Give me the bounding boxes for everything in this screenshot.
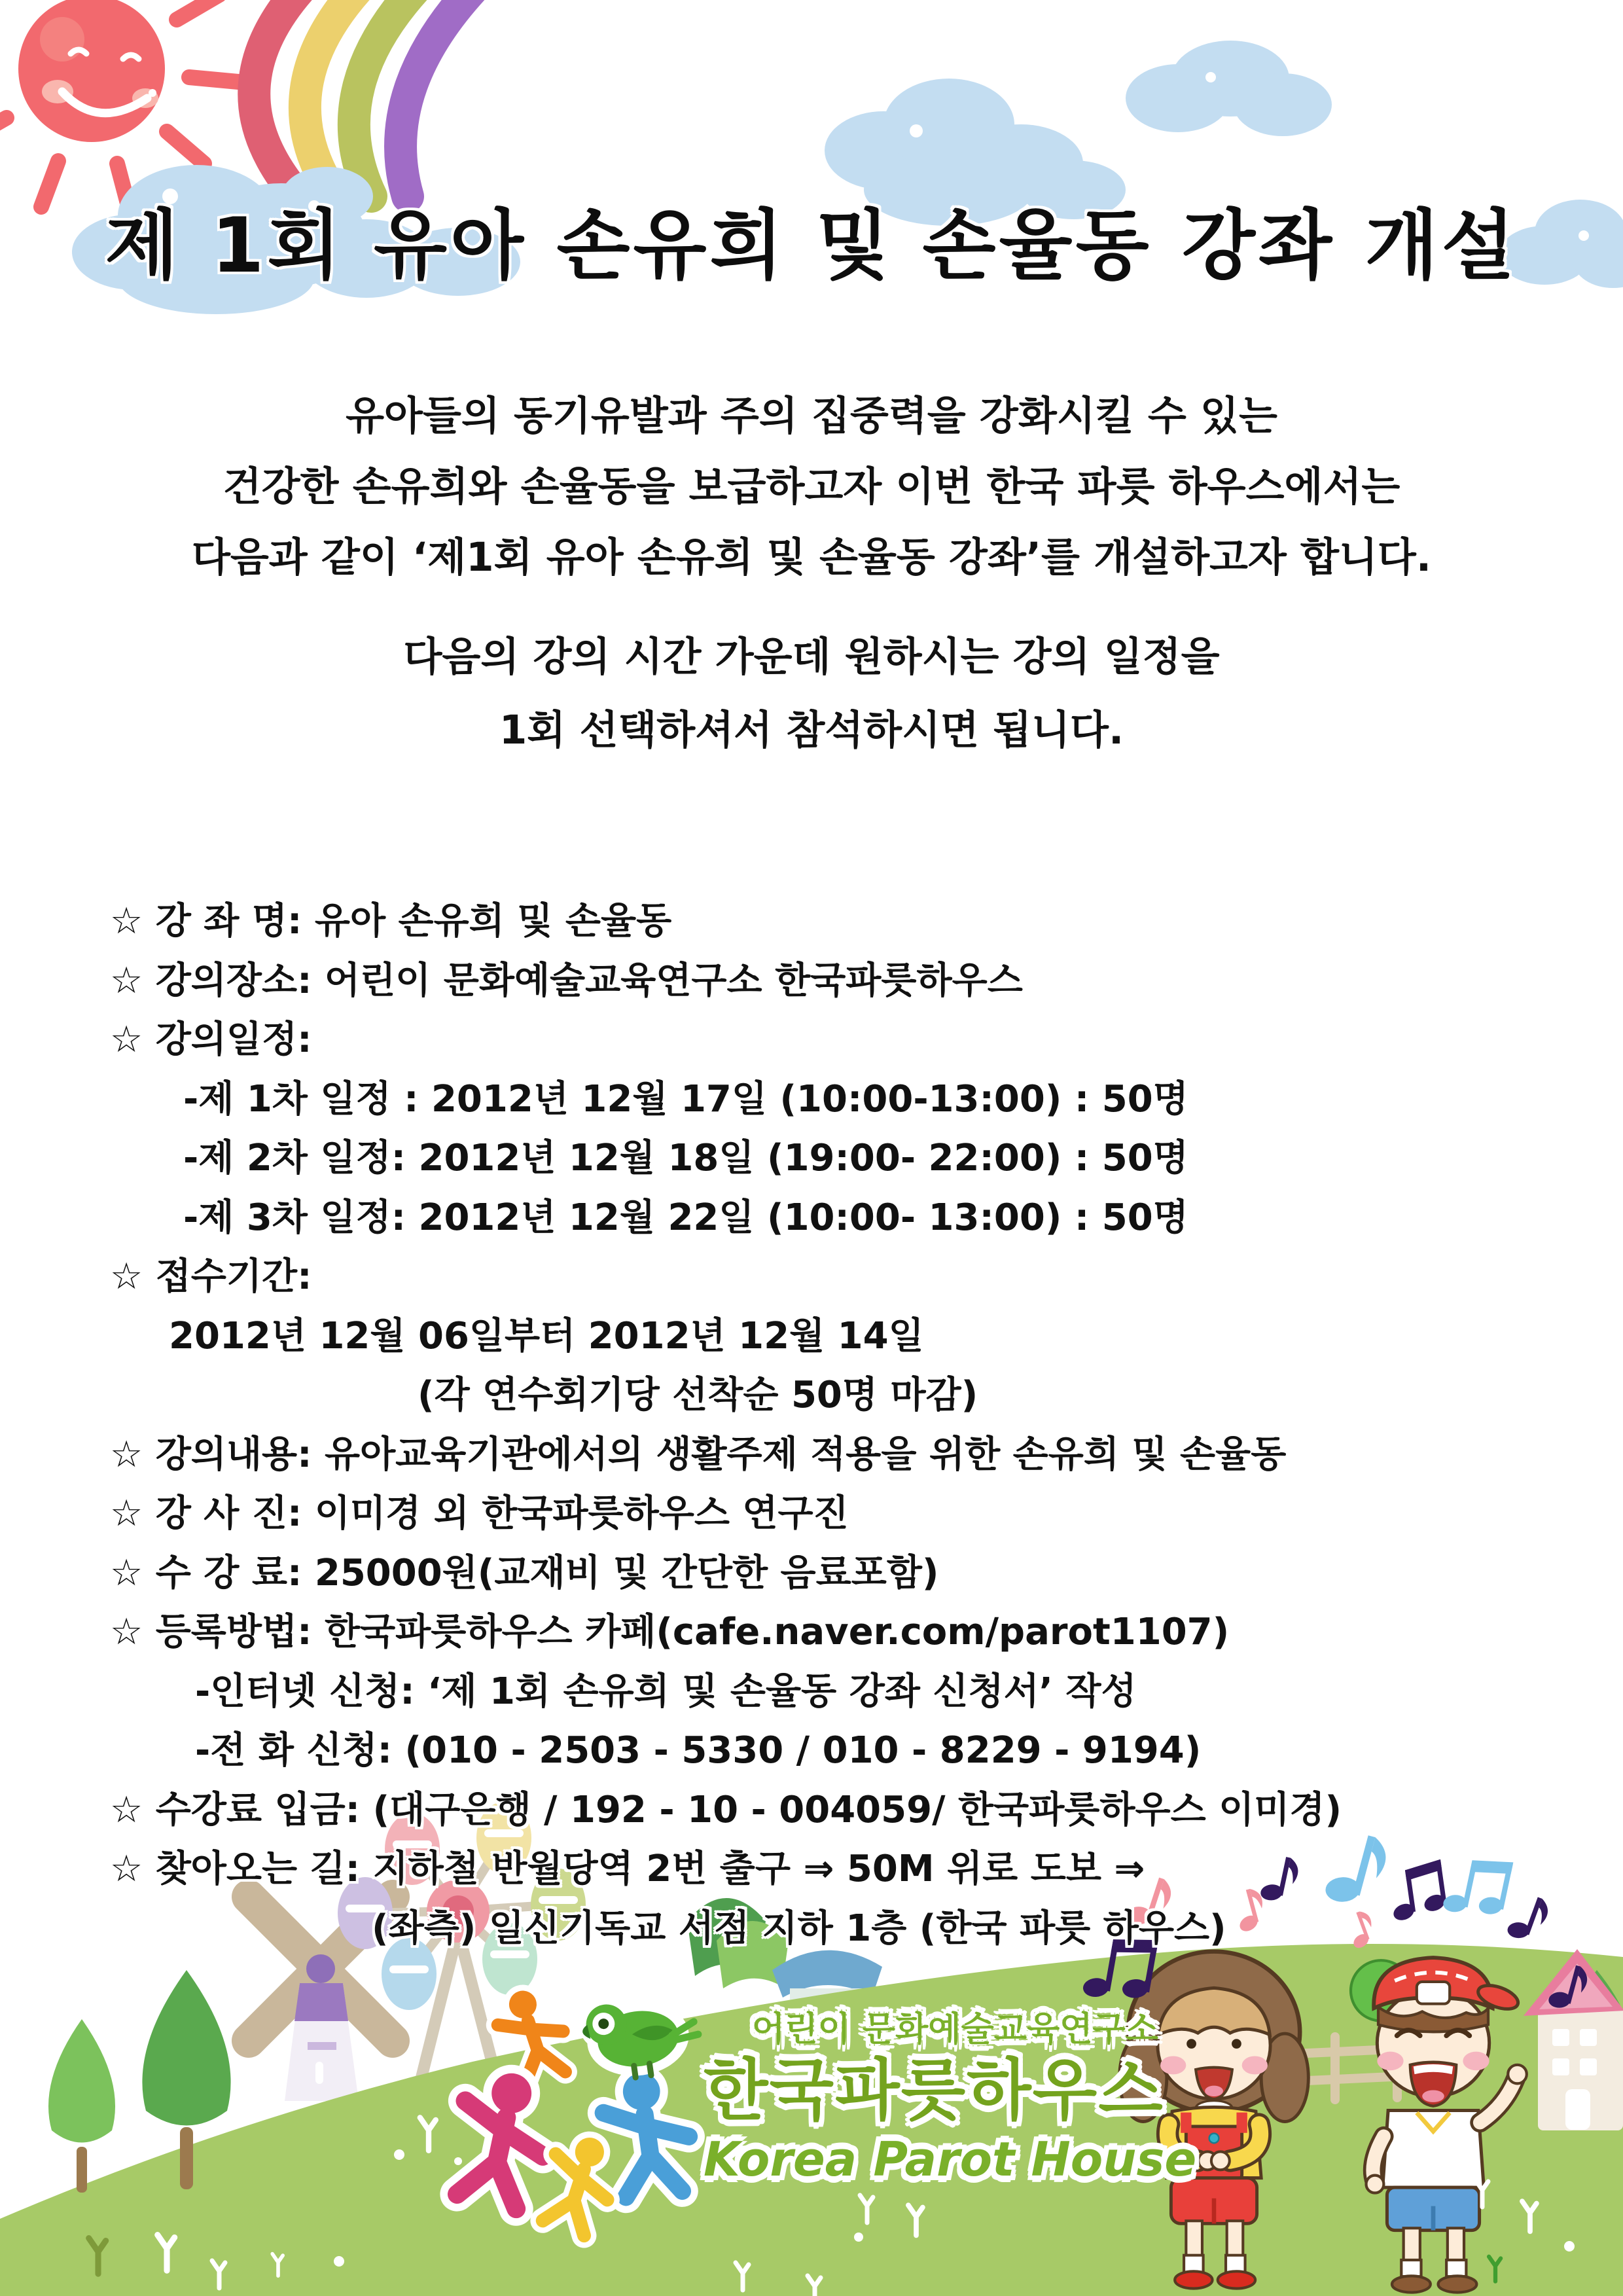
detail-line: -제 3차 일정: 2012년 12월 22일 (10:00- 13:00) : 50명 [183, 1196, 1188, 1239]
logo-name-en: Korea Parot House [704, 2132, 1197, 2187]
details-list [110, 889, 1597, 1955]
logo-org-line: 어린이 문화예술교육연구소 [752, 2010, 1158, 2049]
logo-name-ko: 한국파릇하우스 [704, 2052, 1164, 2130]
detail-line: (좌측) 일신기독교 서점 지하 1층 (한국 파릇 하우스) [372, 1907, 1226, 1950]
intro-line: 다음과 같이 ‘제1회 유아 손유희 및 손율동 강좌’를 개설하고자 합니다. [191, 534, 1432, 581]
guide-line: 1회 선택하셔서 참석하시면 됩니다. [499, 707, 1124, 753]
rainbow-icon [254, 0, 487, 196]
guide-line: 다음의 강의 시간 가운데 원하시는 강의 일정을 [403, 634, 1220, 680]
detail-line: 2012년 12월 06일부터 2012년 12월 14일 [169, 1314, 924, 1357]
intro-line: 유아들의 동기유발과 주의 집중력을 강화시킬 수 있는 [346, 393, 1277, 439]
detail-line: -인터넷 신청: ‘제 1회 손유희 및 손율동 강좌 신청서’ 작성 [195, 1670, 1137, 1713]
detail-line: ☆ 접수기간: [110, 1255, 312, 1299]
detail-line: ☆ 강의일정: [110, 1018, 312, 1062]
logo [704, 2008, 1214, 2187]
detail-line: ☆ 등록방법: 한국파릇하우스 카페(cafe.naver.com/parot1107) [110, 1611, 1230, 1654]
detail-line: -제 2차 일정: 2012년 12월 18일 (19:00- 22:00) : 50명 [183, 1137, 1188, 1180]
detail-line: ☆ 수 강 료: 25000원(교재비 및 간단한 음료포함) [110, 1551, 939, 1594]
detail-line: ☆ 찾아오는 길: 지하철 반월당역 2번 출구 ⇒ 50M 위로 도보 ⇒ [110, 1848, 1145, 1891]
detail-line: (각 연수회기당 선착순 50명 마감) [418, 1374, 978, 1417]
detail-line: ☆ 강 좌 명: 유아 손유희 및 손율동 [110, 900, 672, 943]
detail-line: ☆ 강 사 진: 이미경 외 한국파릇하우스 연구진 [110, 1492, 849, 1535]
guide-paragraph [0, 620, 1623, 767]
detail-line: ☆ 강의장소: 어린이 문화예술교육연구소 한국파릇하우스 [110, 959, 1023, 1002]
detail-line: ☆ 강의내용: 유아교육기관에서의 생활주제 적용을 위한 손유희 및 손율동 [110, 1433, 1287, 1476]
poster-title: 제 1회 유아 손유희 및 손율동 강좌 개설 [105, 202, 1518, 290]
detail-line: ☆ 수강료 입금: (대구은행 / 192 - 10 - 004059/ 한국파릇하우스 이미경) [110, 1788, 1342, 1831]
intro-line: 건강한 손유희와 손율동을 보급하고자 이번 한국 파릇 하우스에서는 [223, 463, 1400, 510]
intro-paragraph [0, 381, 1623, 593]
detail-line: -전 화 신청: (010 - 2503 - 5330 / 010 - 8229 - 9194) [195, 1729, 1202, 1772]
detail-line: -제 1차 일정 : 2012년 12월 17일 (10:00-13:00) : 50명 [183, 1077, 1188, 1121]
